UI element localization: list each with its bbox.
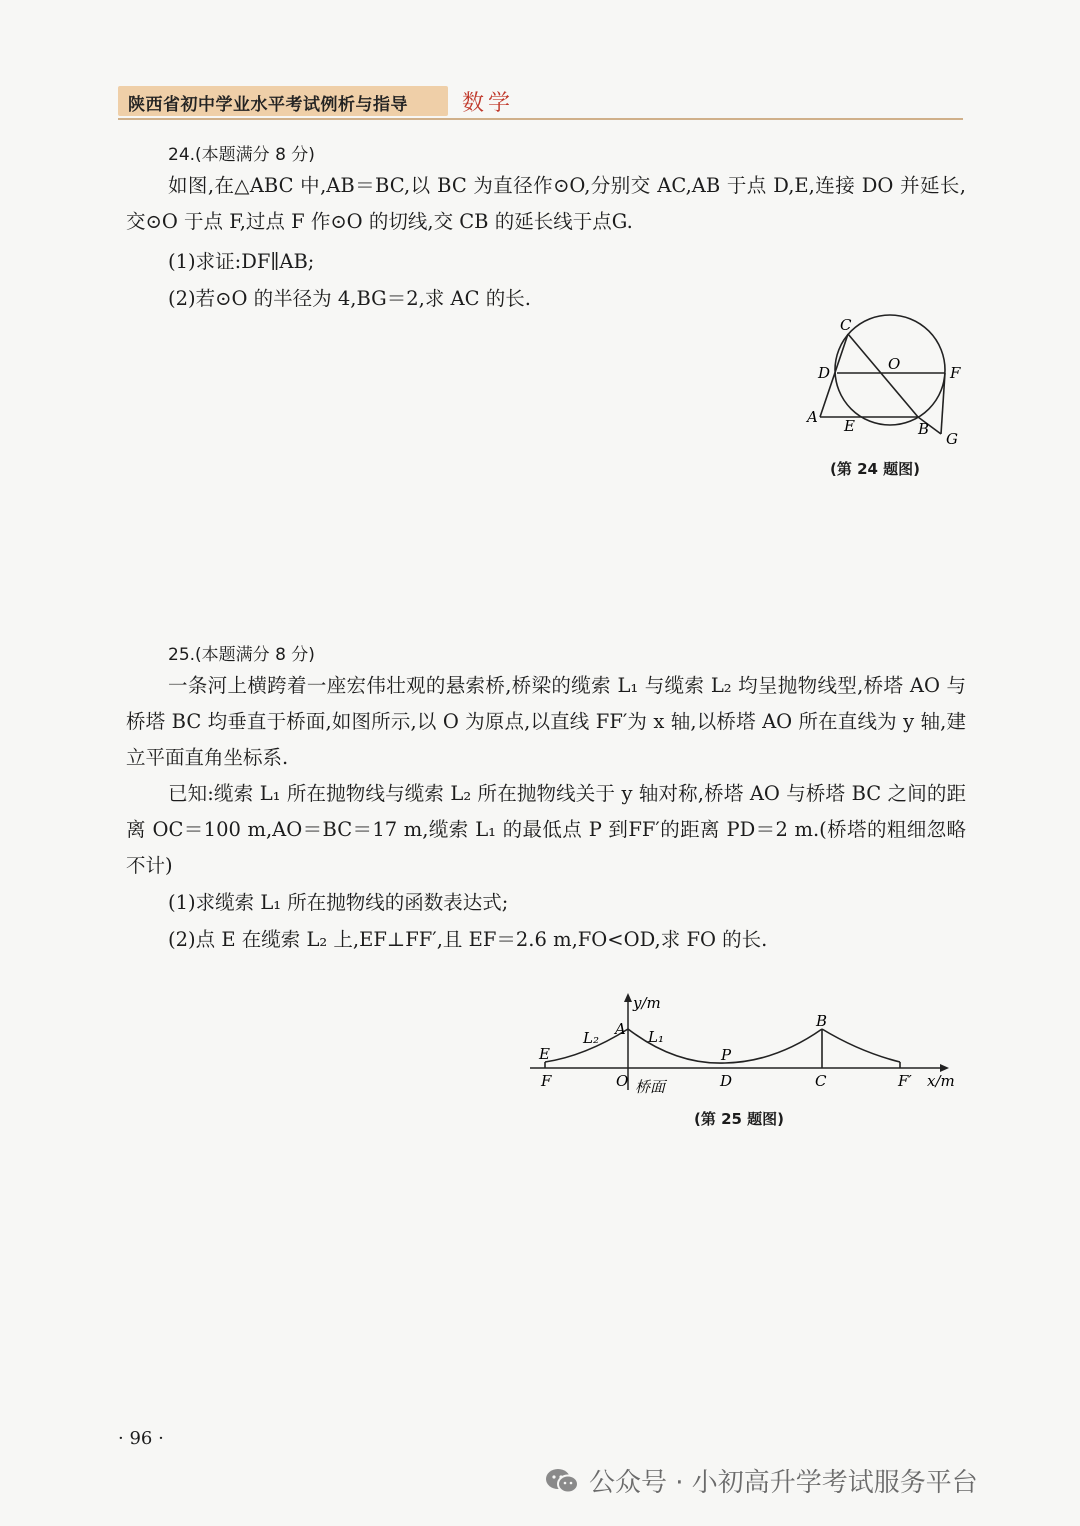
label-g: G <box>946 430 958 448</box>
y-axis-arrow <box>624 993 632 1002</box>
book-title: 陕西省初中学业水平考试例析与指导 <box>128 95 408 115</box>
q25-stem-p1: 一条河上横跨着一座宏伟壮观的悬索桥,桥梁的缆索 L₁ 与缆索 L₂ 均呈抛物线型,桥塔 AO 与桥塔 BC 均垂直于桥面,如图所示,以 O 为原点,以直线 FF′为 x 轴,以桥塔 AO 所在直线为 y 轴,建立平面直角坐标系. <box>126 674 966 769</box>
header-rule <box>118 118 963 120</box>
label-e: E <box>539 1045 550 1063</box>
page-number: · 96 · <box>118 1428 164 1449</box>
label-f-prime: F′ <box>898 1072 912 1090</box>
label-deck: 桥面 <box>635 1078 666 1096</box>
label-d: D <box>720 1072 733 1090</box>
label-o: O <box>616 1072 629 1090</box>
label-b: B <box>816 1012 828 1030</box>
label-p: P <box>721 1046 732 1064</box>
label-l1: L₁ <box>648 1028 664 1046</box>
q25-stem-p2: 已知:缆索 L₁ 所在抛物线与缆索 L₂ 所在抛物线关于 y 轴对称,桥塔 AO 与桥塔 BC 之间的距离 OC＝100 m,AO＝BC＝17 m,缆索 L₁ 的最低点 P 到FF′的距离 PD＝2 m.(桥塔的粗细忽略不计) <box>126 782 966 877</box>
q24-stem: 如图,在△ABC 中,AB＝BC,以 BC 为直径作⊙O,分别交 AC,AB 于点 D,E,连接 DO 并延长,交⊙O 于点 F,过点 F 作⊙O 的切线,交 CB 的延长线于点G. <box>126 174 966 233</box>
label-o: O <box>888 355 901 373</box>
segment-cb <box>848 334 918 417</box>
label-c: C <box>840 316 852 334</box>
label-y-axis: y/m <box>633 994 661 1012</box>
q24-figure <box>800 312 970 457</box>
q24-title: 24.(本题满分 8 分) <box>168 145 315 165</box>
x-axis-arrow <box>940 1064 949 1072</box>
watermark <box>545 1462 978 1499</box>
q25-part2: (2)点 E 在缆索 L₂ 上,EF⊥FF′,且 EF＝2.6 m,FO<OD,求 FO 的长. <box>168 928 768 951</box>
q24-part2: (2)若⊙O 的半径为 4,BG＝2,求 AC 的长. <box>168 287 531 310</box>
q24-part1: (1)求证:DF∥AB; <box>168 250 315 273</box>
label-f: F <box>541 1072 552 1090</box>
q24-caption: (第 24 题图) <box>830 460 921 478</box>
wechat-icon <box>545 1467 579 1495</box>
label-b: B <box>918 420 930 438</box>
cable-l1-right <box>822 1029 900 1062</box>
subject-title: 数学 <box>462 91 515 116</box>
label-e: E <box>844 417 855 435</box>
label-d: D <box>818 364 831 382</box>
label-a: A <box>615 1020 626 1038</box>
q25-title: 25.(本题满分 8 分) <box>168 645 315 665</box>
label-l2: L₂ <box>583 1029 599 1047</box>
q25-caption: (第 25 题图) <box>694 1110 785 1128</box>
label-c: C <box>815 1072 827 1090</box>
watermark-text: 公众号 · 小初高升学考试服务平台 <box>589 1468 978 1498</box>
q25-figure <box>525 990 965 1100</box>
label-a: A <box>807 408 818 426</box>
label-f: F <box>950 364 961 382</box>
q25-part1: (1)求缆索 L₁ 所在抛物线的函数表达式; <box>168 891 509 914</box>
label-x-axis: x/m <box>927 1072 955 1090</box>
